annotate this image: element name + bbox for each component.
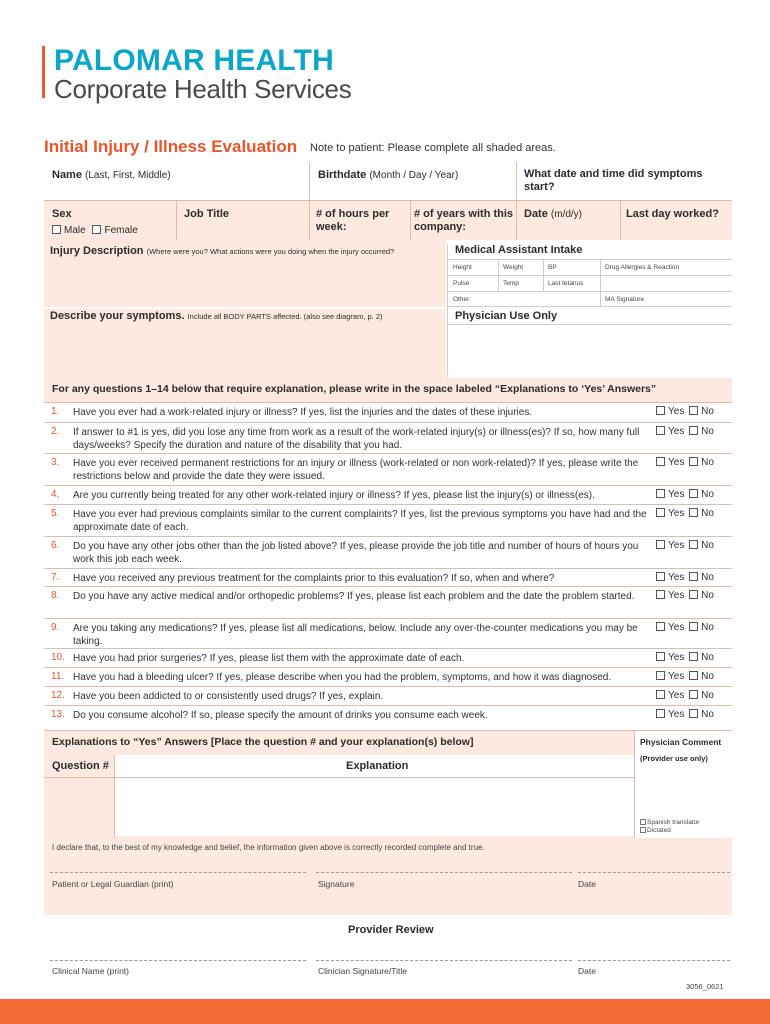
question-text: Have you had a bleeding ulcer? If yes, please describe when you had the problem, symptoms, and how it was diagnosed. [73,672,612,683]
symptoms-label: Describe your symptoms. Include all BODY PARTS affected. (also see diagram, p. 2) [50,310,383,322]
yes-no-options [656,508,714,519]
question-text: Have you ever received permanent restrictions for an injury or illness (work-related or non work-related)? If yes, please write the restrictions below and provide the date they were issued. [73,458,639,482]
yes-label: Yes [668,590,685,601]
question-text: Are you taking any medications? If yes, please list all medications, below. Include any over-the-counter medications you may be taking. [73,623,638,647]
no-checkbox[interactable] [689,671,698,680]
physician-use-label: Physician Use Only [455,310,558,322]
questions-intro: For any questions 1–14 below that require explanation, please write in the space labeled “Explanations to ‘Yes’ Answers” [52,383,657,395]
other-label: Other [453,296,470,303]
provider-review-title: Provider Review [348,924,434,936]
clinician-signature-label: Clinician Signature/Title [318,966,407,976]
question-number: 10. [51,652,65,663]
divider [44,777,634,778]
question-text: Do you have any active medical and/or orthopedic problems? If yes, please list each problem and the date the problem started. [73,591,635,602]
question-text: Do you have any other jobs other than the job listed above? If yes, please provide the job title and number of hours of hours you work this job each week. [73,541,639,565]
divider [447,244,448,378]
no-checkbox[interactable] [689,489,698,498]
yes-checkbox[interactable] [656,590,665,599]
physician-comment-label: Physician Comment [640,737,722,747]
no-checkbox[interactable] [689,457,698,466]
male-label: Male [64,225,86,236]
no-label: No [701,540,714,551]
question-text: Do you consume alcohol? If so, please specify the amount of drinks you consume each week. [73,710,488,721]
divider [498,259,499,291]
yes-checkbox[interactable] [656,671,665,680]
male-checkbox[interactable] [52,225,61,234]
height-label: Height [453,264,472,271]
divider [620,200,621,240]
logo-line-1: PALOMAR HEALTH [54,44,334,77]
hours-label: # of hours per week: [316,208,390,233]
logo-line-2: Corporate Health Services [54,74,352,104]
date-sign-label: Date [578,879,596,889]
yes-label: Yes [668,489,685,500]
yes-checkbox[interactable] [656,652,665,661]
yes-label: Yes [668,652,685,663]
question-divider [44,504,732,505]
yes-no-options [656,690,714,701]
date-label: Date (m/d/y) [524,208,583,220]
explanation-field[interactable] [115,778,634,836]
clinical-name-label: Clinical Name (print) [52,966,129,976]
divider [448,275,732,276]
question-text: Have you ever had previous complaints similar to the current complaints? If yes, list the previous symptoms you have had and the approximate date of each. [73,509,647,533]
yes-label: Yes [668,690,685,701]
no-label: No [701,709,714,720]
question-divider [44,686,732,687]
no-checkbox[interactable] [689,590,698,599]
dictated-checkbox[interactable] [640,827,646,833]
question-number: 8. [51,590,60,601]
divider [410,200,411,240]
yes-label: Yes [668,709,685,720]
no-checkbox[interactable] [689,426,698,435]
yes-checkbox[interactable] [656,709,665,718]
no-label: No [701,406,714,417]
question-text: Have you been addicted to or consistently used drugs? If yes, explain. [73,691,384,702]
clinical-name-line[interactable] [50,960,306,961]
divider [309,162,310,240]
question-divider [44,402,732,403]
spanish-checkbox[interactable] [640,819,646,825]
divider [114,755,115,838]
signature-label: Signature [318,879,355,889]
yes-no-options [656,457,714,468]
yes-no-options [656,709,714,720]
question-number: 1. [51,406,60,417]
patient-signature-line[interactable] [316,872,572,873]
no-label: No [701,652,714,663]
no-label: No [701,572,714,583]
female-checkbox[interactable] [92,225,101,234]
yes-label: Yes [668,426,685,437]
declaration-text: I declare that, to the best of my knowledge and belief, the information given above is correctly recorded complete and true. [52,843,485,852]
female-label: Female [104,225,138,236]
divider [600,259,601,307]
job-title-label: Job Title [184,208,230,220]
no-label: No [701,671,714,682]
divider [448,259,732,260]
explanation-col: Explanation [346,760,409,772]
question-divider [44,586,732,587]
sex-options [52,224,138,237]
form-code: 3056_0621 [686,982,724,991]
question-text: Have you had prior surgeries? If yes, please list them with the approximate date of each. [73,653,465,664]
yes-label: Yes [668,622,685,633]
question-divider [44,568,732,569]
yes-label: Yes [668,406,685,417]
yes-label: Yes [668,508,685,519]
no-checkbox[interactable] [689,508,698,517]
footer-bar [0,999,770,1024]
yes-checkbox[interactable] [656,572,665,581]
question-text: Have you ever had a work-related injury or illness? If yes, list the injuries and the dates of these injuries. [73,407,533,418]
yes-checkbox[interactable] [656,622,665,631]
question-number: 12. [51,690,65,701]
yes-no-options [656,406,714,417]
divider [44,200,732,201]
no-label: No [701,508,714,519]
form-note: Note to patient: Please complete all shaded areas. [310,142,556,154]
no-checkbox[interactable] [689,622,698,631]
dictated-option: Dictated [640,827,671,834]
spanish-translator-option: Spanish translator [640,819,699,826]
no-checkbox[interactable] [689,406,698,415]
yes-label: Yes [668,540,685,551]
provider-use-label: (Provider use only) [640,754,708,763]
divider [448,291,732,292]
yes-checkbox[interactable] [656,489,665,498]
yes-checkbox[interactable] [656,690,665,699]
no-label: No [701,489,714,500]
yes-no-options [656,489,714,500]
question-divider [44,705,732,706]
yes-label: Yes [668,457,685,468]
logo-bar [42,46,45,98]
question-text: Are you currently being treated for any other work-related injury or illness? If yes, please list the injury(s) or illness(es). [73,490,595,501]
yes-checkbox[interactable] [656,508,665,517]
divider [448,306,732,307]
question-divider [44,536,732,537]
patient-name-label: Patient or Legal Guardian (print) [52,879,174,889]
question-number: 9. [51,622,60,633]
ma-signature-label: MA Signature [605,296,645,303]
sex-label: Sex [52,208,72,220]
question-divider [44,667,732,668]
divider [543,259,544,291]
no-checkbox[interactable] [689,652,698,661]
weight-label: Weight [503,264,524,271]
question-number: 7. [51,572,60,583]
question-divider [44,422,732,423]
divider [44,730,732,731]
yes-no-options [656,590,714,601]
last-day-label: Last day worked? [626,208,719,220]
yes-no-options [656,426,714,437]
form-title: Initial Injury / Illness Evaluation [44,137,298,156]
question-number: 11. [51,671,65,682]
temp-label: Temp [503,280,519,287]
question-number: 4. [51,489,60,500]
years-label: # of years with this company: [414,208,514,233]
yes-no-options [656,540,714,551]
no-label: No [701,690,714,701]
explanations-title: Explanations to “Yes” Answers [Place the question # and your explanation(s) below] [52,736,474,748]
pulse-label: Pulse [453,280,470,287]
provider-date-label: Date [578,966,596,976]
no-label: No [701,426,714,437]
question-number: 5. [51,508,60,519]
divider [634,730,635,838]
question-number: 6. [51,540,60,551]
question-number: 2. [51,426,60,437]
question-divider [44,618,732,619]
birthdate-label: Birthdate (Month / Day / Year) [318,169,459,181]
symptoms-start-label: What date and time did symptoms start? [524,168,703,193]
question-divider [44,453,732,454]
question-number: 3. [51,457,60,468]
tetanus-label: Last tetanus [548,280,584,287]
no-checkbox[interactable] [689,572,698,581]
no-label: No [701,590,714,601]
question-number: 13. [51,709,65,720]
question-divider [44,648,732,649]
yes-checkbox[interactable] [656,406,665,415]
divider [176,200,177,240]
question-divider [44,485,732,486]
yes-checkbox[interactable] [656,426,665,435]
injury-description-label: Injury Description (Where were you? What actions were you doing when the injury occurred? [50,245,395,257]
yes-checkbox[interactable] [656,540,665,549]
question-text: If answer to #1 is yes, did you lose any time from work as a result of the work-related injury(s) or illness(es)? If so, how many full days/weeks? Specify the duration and nature of the disability that you had. [73,427,640,451]
no-label: No [701,457,714,468]
bp-label: BP [548,264,557,271]
divider [448,324,732,325]
intake-title: Medical Assistant Intake [455,244,583,256]
question-number-col: Question # [52,760,109,772]
yes-no-options [656,622,714,633]
yes-label: Yes [668,572,685,583]
divider [44,307,446,309]
yes-checkbox[interactable] [656,457,665,466]
patient-name-line[interactable] [50,872,306,873]
no-checkbox[interactable] [689,540,698,549]
question-text: Have you received any previous treatment for the complaints prior to this evaluation? If so, when and where? [73,573,555,584]
yes-no-options [656,572,714,583]
clinician-signature-line[interactable] [316,960,572,961]
no-label: No [701,622,714,633]
no-checkbox[interactable] [689,690,698,699]
name-label: Name (Last, First, Middle) [52,169,171,181]
no-checkbox[interactable] [689,709,698,718]
provider-date-line[interactable] [578,960,730,961]
allergies-label: Drug Allergies & Reaction [605,264,680,271]
yes-no-options [656,671,714,682]
patient-date-line[interactable] [578,872,730,873]
yes-no-options [656,652,714,663]
yes-label: Yes [668,671,685,682]
